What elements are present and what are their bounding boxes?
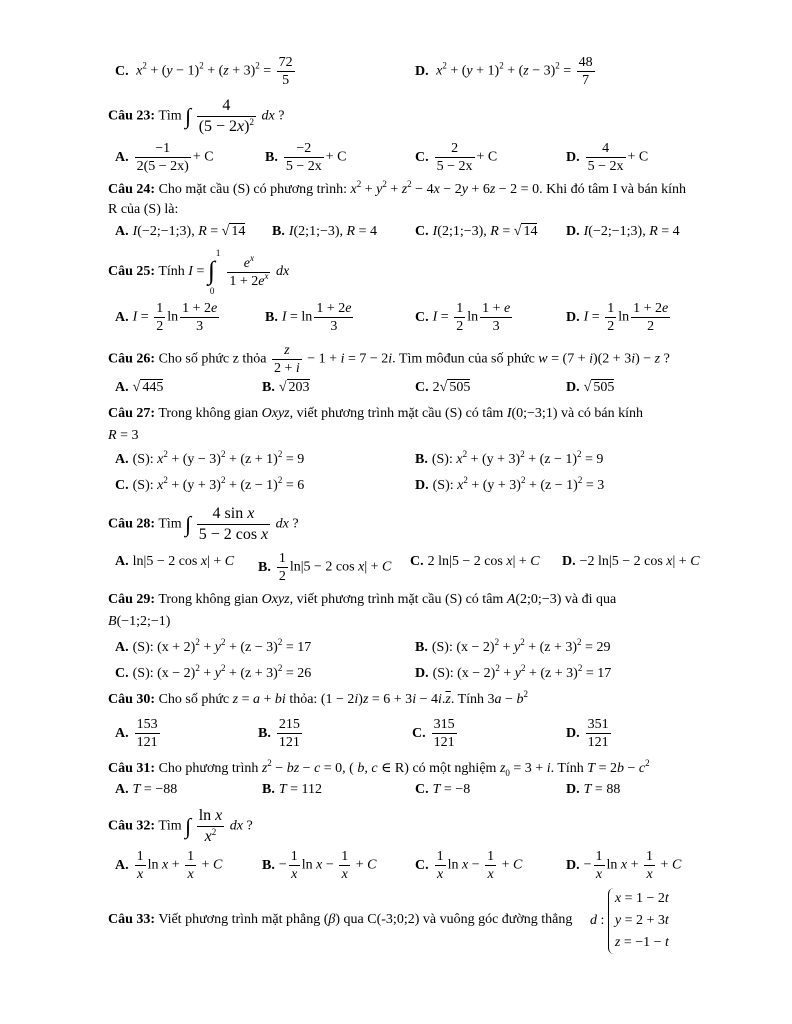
option-label: A. — [115, 309, 129, 325]
option-label: B. — [262, 857, 275, 873]
q26-option-b[interactable]: B. √ 203 — [262, 380, 310, 395]
question-number: Câu 25: — [108, 264, 156, 280]
fraction-numerator: 48 — [578, 55, 593, 70]
q26-stem — [0, 342, 792, 378]
option-label: B. — [258, 725, 271, 741]
option-label: D. — [566, 224, 580, 239]
option-label: A. — [115, 640, 129, 655]
q28-options — [0, 550, 792, 586]
q25-option-a[interactable]: A. I = $\frac{1}{2}$ ln $\frac{1 + 2e}{3}$ — [115, 301, 218, 334]
question-text: Câu 27: Trong không gian Oxyz, viết phương trình mặt cầu (S) có tâm I(0;−3;1) và có bán kính — [108, 406, 644, 421]
q22-option-d[interactable]: D. $x^2 + (y + 1)^2 + (z - 3)^2$ = $\frac{48}{7}$ — [415, 55, 593, 88]
question-mark: ? — [278, 108, 285, 124]
fraction-numerator: 72 — [278, 55, 293, 70]
question-text: Câu 33: Viết phương trình mặt phẳng (β) qua C(-3;0;2) và vuông góc đường thẳng — [108, 912, 573, 927]
radicand: 505 — [449, 380, 471, 395]
q26-option-d[interactable]: D. √ 505 — [566, 380, 615, 395]
fraction-numerator: −1 — [135, 140, 191, 158]
option-label: A. — [115, 725, 129, 741]
q27-options-ab — [0, 449, 792, 474]
question-number: Câu 33: — [108, 912, 156, 927]
q24-options — [0, 224, 792, 246]
question-stem: Cho số phức z thỏa — [158, 351, 267, 367]
question-stem-cont: viết phương trình mặt cầu (S) có tâm — [296, 406, 504, 421]
q32-option-a[interactable]: A. $\frac{1}{x}$ ln x + $\frac{1}{x}$ + C — [115, 849, 223, 882]
q30-option-a[interactable] — [115, 716, 162, 751]
q25-option-c[interactable]: C. I = $\frac{1}{2}$ ln $\frac{1 + e}{3}$ — [415, 301, 511, 334]
option-label: C. — [415, 380, 429, 395]
q32-option-d[interactable]: D. − $\frac{1}{x}$ ln x + $\frac{1}{x}$ + C — [566, 849, 682, 882]
question-text: Câu 28: Tìm ∫ $\frac{\text{4 sin x}}{\text{5 − 2 cos x}}$ dx ? — [108, 505, 299, 543]
question-text: Câu 31: Cho phương trình $z^2$ − bz − c = 0, ( b, c ∈ R) có một nghiệm $z_0 = 3 + i$. Tính $T = 2b - c^2$ — [108, 758, 650, 778]
question-mark: ? — [246, 818, 253, 834]
option-label: B. — [262, 380, 275, 395]
option-label: D. — [566, 380, 580, 395]
question-stem-cont: và có bán kính — [560, 406, 644, 421]
question-number: Câu 23: — [108, 108, 156, 124]
question-stem: Trong không gian — [158, 592, 259, 607]
fraction-numerator: 215 — [278, 717, 300, 732]
question-stem-cont: Tính — [557, 761, 584, 776]
option-label: B. — [415, 452, 428, 467]
q32-option-b[interactable]: B. − $\frac{1}{x}$ ln x − $\frac{1}{x}$ + C — [262, 849, 377, 882]
option-label: C. — [415, 309, 429, 325]
question-number: Câu 29: — [108, 592, 156, 607]
q32-option-c[interactable]: C. $\frac{1}{x}$ ln x − $\frac{1}{x}$ + C — [415, 849, 523, 882]
option-label: C. — [115, 63, 129, 79]
fraction-denominator: 5 − 2x — [285, 159, 322, 174]
question-stem-cont: . Tìm môđun của số phức — [392, 351, 535, 367]
option-label: A. — [115, 149, 129, 165]
line-d-system: d : x = 1 − 2t y = 2 + 3t z = −1 − t — [590, 888, 669, 954]
fraction-denominator: 2(5 − 2x) — [136, 159, 189, 174]
option-label: C. — [410, 554, 424, 569]
fraction-numerator: 351 — [587, 717, 609, 732]
question-text: Câu 24: Cho mặt cầu (S) có phương trình: $x^2 + y^2 + z^2 - 4x - 2y + 6z - 2 = 0$. Khi đó tâm I và bán kính — [108, 179, 687, 197]
question-text: Câu 32: Tìm ∫ $\frac{\text{ln x}}{x^2}$ dx ? — [108, 807, 253, 845]
option-label: B. — [265, 149, 278, 165]
fraction-denominator: 5 — [282, 73, 290, 88]
q23-stem — [0, 92, 792, 134]
q30-option-b[interactable] — [258, 716, 304, 751]
q28-option-c[interactable]: C. 2 ln|5 − 2 cos x| + C — [410, 554, 540, 569]
option-label: D. — [566, 149, 580, 165]
question-text: Câu 30: Cho số phức z = a + bi thỏa: $(1 - 2i)z = 6 + 3i - 4i.\overline{z}$. Tính $3a - b^2$ — [108, 689, 528, 707]
question-stem: Tính — [158, 264, 185, 280]
question-number: Câu 32: — [108, 818, 156, 834]
q33-stem — [0, 888, 792, 960]
fraction-denominator: 121 — [278, 735, 300, 750]
fraction-denominator: 121 — [587, 735, 609, 750]
question-text: Câu 25: Tính I = ∫ 1 0 $\frac{e^x}{1 + 2e^x}$ dx — [108, 248, 290, 296]
q23-options — [0, 138, 792, 176]
q32-stem — [0, 804, 792, 846]
question-stem-cont: . Tính — [450, 692, 485, 707]
option-label: D. — [415, 63, 429, 79]
q32-options — [0, 848, 792, 886]
fraction-denominator: 121 — [136, 735, 158, 750]
question-number: Câu 28: — [108, 516, 156, 532]
q23-option-c[interactable] — [415, 140, 497, 175]
q29-stem — [0, 592, 792, 612]
option-label: D. — [566, 309, 580, 325]
q27-option-a[interactable]: A. (S): $x^2 + (y - 3)^2 + (z + 1)^2 = 9$ — [115, 449, 305, 467]
q26-options — [0, 380, 792, 402]
option-label: A. — [115, 380, 129, 395]
question-stem: Cho mặt cầu (S) có phương trình: — [158, 182, 347, 197]
q27-option-d[interactable]: D. (S): $x^2 + (y + 3)^2 + (z - 1)^2 = 3$ — [415, 475, 605, 493]
question-stem: Tìm — [158, 516, 182, 532]
q28-option-d[interactable]: D. −2 ln|5 − 2 cos x| + C — [562, 554, 700, 569]
option-label: D. — [566, 857, 580, 873]
q31-options — [0, 782, 792, 804]
fraction-numerator: 153 — [136, 717, 158, 732]
q24-stem — [0, 179, 792, 202]
question-stem: Cho phương trình — [158, 761, 259, 776]
fraction-denominator: 5 − 2x — [587, 159, 624, 174]
q31-option-d[interactable]: D. T = 88 — [566, 782, 621, 797]
q27-options-cd — [0, 475, 792, 500]
q29-options-cd — [0, 663, 792, 688]
q28-stem — [0, 502, 792, 544]
q25-option-d[interactable]: D. I = $\frac{1}{2}$ ln $\frac{1 + 2e}{2}$ — [566, 301, 669, 334]
q27-stem-line2 — [0, 428, 792, 448]
fraction-denominator: 121 — [433, 735, 455, 750]
fraction-numerator: 4 — [197, 96, 256, 117]
q29-stem-line2 — [0, 614, 792, 634]
question-number: Câu 24: — [108, 182, 156, 197]
fraction-numerator: −2 — [284, 140, 324, 158]
question-stem-cont: qua C(-3;0;2) và vuông góc đường thẳng — [343, 912, 573, 927]
question-text: Câu 23: Tìm ∫ $\frac{4}{(5 - 2x)^2}$ dx ? — [108, 97, 285, 135]
q31-option-a[interactable]: A. T = −88 — [115, 782, 178, 797]
q29-option-d[interactable]: D. (S): $(x - 2)^2 + y^2 + (z + 3)^2 = 17$ — [415, 663, 612, 681]
option-label: C. — [415, 782, 429, 797]
option-label: C. — [412, 725, 426, 741]
question-text: Câu 26: Cho số phức z thỏa $\frac{z}{2 + i}$ − 1 + i = 7 − 2i. Tìm môđun của số phức w = (7 + i)(2 + 3i) − z ? — [108, 343, 670, 376]
constant-term: + C — [627, 149, 649, 165]
q28-option-b[interactable]: B. $\frac{1}{2}$ ln|5 − 2 cos x| + C — [258, 551, 392, 584]
q25-option-b[interactable]: B. I = ln $\frac{1 + 2e}{3}$ — [265, 301, 352, 334]
q26-option-c[interactable]: C. 2√ 505 — [415, 380, 471, 395]
q30-option-c[interactable] — [412, 716, 459, 751]
q27-option-b[interactable]: B. (S): $x^2 + (y + 3)^2 + (z - 1)^2 = 9$ — [415, 449, 604, 467]
question-stem-cont: thỏa: — [289, 692, 318, 707]
question-stem-cont: có một nghiệm — [412, 761, 497, 776]
option-label: A. — [115, 224, 129, 239]
q25-stem — [0, 250, 792, 294]
q27-option-c[interactable]: C. (S): $x^2 + (y + 3)^2 + (z - 1)^2 = 6$ — [115, 475, 305, 493]
option-label: C. — [415, 149, 429, 165]
question-stem-cont: B(−1;2;−1) — [108, 614, 171, 629]
question-stem: Trong không gian — [158, 406, 259, 421]
question-number: Câu 27: — [108, 406, 156, 421]
q30-options — [0, 716, 792, 754]
q31-stem — [0, 760, 792, 780]
q29-options-ab — [0, 637, 792, 662]
option-label: C. — [415, 857, 429, 873]
radicand: 505 — [593, 380, 615, 395]
question-mark: ? — [663, 351, 670, 367]
fraction-numerator: 2 — [435, 140, 475, 158]
q24-option-b[interactable]: B. I(2;1;−3), R = 4 — [272, 224, 377, 239]
question-stem-cont: R = 3 — [108, 428, 139, 443]
question-number: Câu 26: — [108, 351, 156, 367]
option-label: A. — [115, 452, 129, 467]
option-label: D. — [415, 478, 429, 493]
question-stem-cont: . Khi đó tâm I và bán kính — [539, 182, 687, 197]
q23-option-a[interactable] — [115, 140, 214, 175]
fraction-denominator: 7 — [582, 73, 590, 88]
question-stem: Tìm — [158, 818, 182, 834]
option-label: C. — [415, 224, 429, 239]
question-number: Câu 31: — [108, 761, 156, 776]
q22-option-c[interactable]: C. $x^2 + (y - 1)^2 + (z + 3)^2$ = $\frac{72}{5}$ — [115, 55, 293, 88]
question-stem: Tìm — [158, 108, 182, 124]
option-label: D. — [566, 782, 580, 797]
radicand: 203 — [288, 380, 310, 395]
constant-term: + C — [325, 149, 347, 165]
q23-option-d[interactable] — [566, 140, 648, 175]
q28-option-a[interactable]: A. ln|5 − 2 cos x| + C — [115, 554, 235, 569]
fraction-numerator: 315 — [433, 717, 455, 732]
option-label: B. — [258, 559, 271, 575]
q26-option-a[interactable]: A. √ 445 — [115, 380, 164, 395]
option-label: B. — [415, 640, 428, 655]
option-label: B. — [265, 309, 278, 325]
option-label: D. — [566, 725, 580, 741]
q27-stem — [0, 406, 792, 426]
q23-option-b[interactable] — [265, 140, 346, 175]
radicand: 445 — [142, 380, 164, 395]
q31-option-c[interactable]: C. T = −8 — [415, 782, 471, 797]
option-label: A. — [115, 782, 129, 797]
option-label: C. — [115, 666, 129, 681]
question-number: Câu 30: — [108, 692, 156, 707]
question-stem-cont: R của (S) là: — [108, 202, 179, 217]
option-label: A. — [115, 554, 129, 569]
question-stem: Viết phương trình mặt phẳng — [158, 912, 321, 927]
q22-options — [0, 50, 792, 90]
q24-option-a[interactable]: A. I(−2;−1;3), R = √ 14 — [115, 224, 246, 239]
q31-option-b[interactable]: B. T = 112 — [262, 782, 323, 797]
q30-stem — [0, 689, 792, 712]
q30-option-d[interactable] — [566, 716, 613, 751]
q24-stem-line2 — [0, 202, 792, 222]
question-text: Câu 29: Trong không gian Oxyz, viết phương trình mặt cầu (S) có tâm A(2;0;−3) và đi qua — [108, 592, 617, 607]
option-label: D. — [415, 666, 429, 681]
question-mark: ? — [292, 516, 299, 532]
constant-term: + C — [476, 149, 498, 165]
constant-term: + C — [192, 149, 214, 165]
option-label: C. — [115, 478, 129, 493]
q29-option-a[interactable]: A. (S): $(x + 2)^2 + y^2 + (z - 3)^2 = 17$ — [115, 637, 312, 655]
option-label: B. — [262, 782, 275, 797]
option-label: D. — [562, 554, 576, 569]
option-label: A. — [115, 857, 129, 873]
q24-option-d[interactable]: D. I(−2;−1;3), R = 4 — [566, 224, 680, 239]
q25-options — [0, 300, 792, 338]
question-stem-cont: viết phương trình mặt cầu (S) có tâm — [296, 592, 504, 607]
fraction-numerator: 4 — [586, 140, 626, 158]
q24-option-c[interactable]: C. I(2;1;−3), R = √ 14 — [415, 224, 538, 239]
fraction-denominator: 5 − 2x — [436, 159, 473, 174]
option-label: B. — [272, 224, 285, 239]
question-stem: Cho số phức — [158, 692, 230, 707]
q29-option-c[interactable]: C. (S): $(x - 2)^2 + y^2 + (z + 3)^2 = 26$ — [115, 663, 312, 681]
question-stem-cont: và đi qua — [564, 592, 617, 607]
q29-option-b[interactable]: B. (S): $(x - 2)^2 + y^2 + (z + 3)^2 = 29$ — [415, 637, 611, 655]
